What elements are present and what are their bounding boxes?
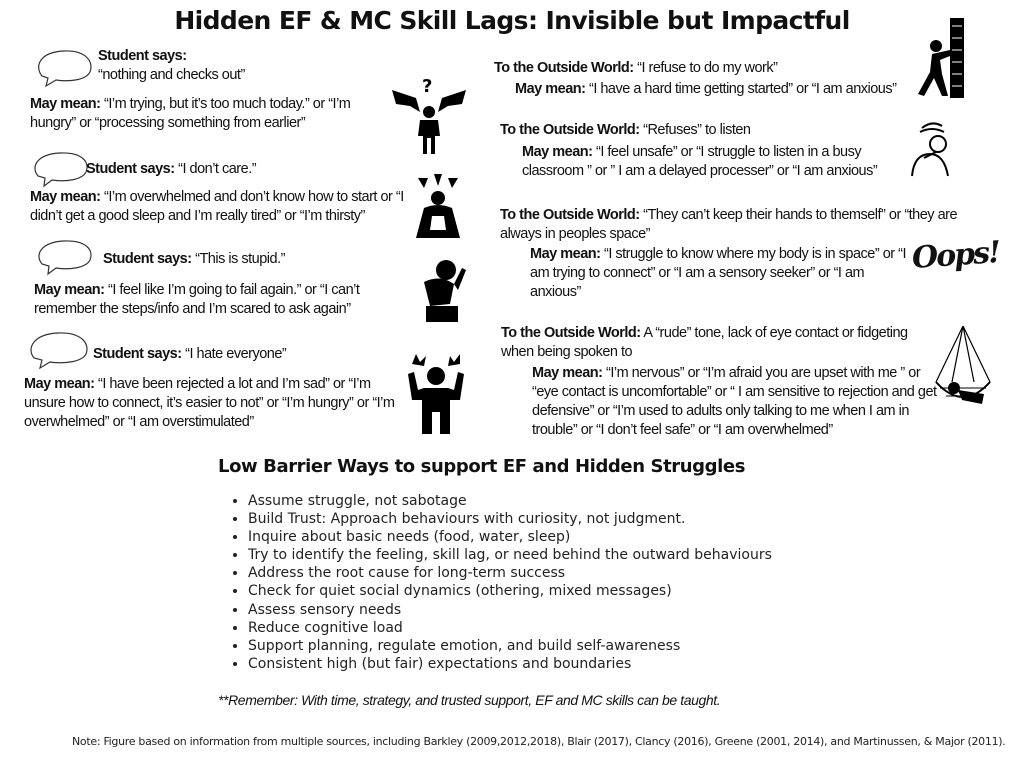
remember-note: **Remember: With time, strategy, and trusted support, EF and MC skills can be taught. <box>218 692 721 708</box>
list-item: • Build Trust: Approach behaviours with curiosity, not judgment. <box>248 510 772 528</box>
outside-label: To the Outside World: <box>500 207 640 223</box>
student-says-label: Student says: <box>86 161 175 177</box>
outside-label: To the Outside World: <box>500 122 640 138</box>
may-mean-text: “I feel like I’m going to fail again.” or “I can’t remember the steps/info and I’m scared to ask again” <box>34 282 360 317</box>
may-mean-label: May mean: <box>34 282 105 298</box>
may-mean-label: May mean: <box>30 189 101 205</box>
outside-text: A “rude” tone, lack of eye contact or fidgeting when being spoken to <box>501 325 908 360</box>
oops-icon: Oops! <box>910 235 1001 276</box>
may-mean-label: May mean: <box>532 365 603 381</box>
student-says-text: “This is stupid.” <box>195 251 285 267</box>
outside-text: “I refuse to do my work” <box>637 60 778 76</box>
outside-world-4 <box>501 324 931 362</box>
may-mean-r2 <box>522 143 898 181</box>
support-list <box>230 492 772 673</box>
may-mean-2 <box>30 188 420 226</box>
student-says-4 <box>93 345 353 364</box>
student-says-label: Student says: <box>98 48 187 64</box>
support-heading: Low Barrier Ways to support EF and Hidden Struggles <box>218 456 746 477</box>
page-title: Hidden EF & MC Skill Lags: Invisible but Impactful <box>174 6 850 35</box>
student-says-3 <box>103 250 363 269</box>
may-mean-label: May mean: <box>530 246 601 262</box>
head-in-hands-person-icon <box>410 256 470 326</box>
angry-person-icon <box>402 350 470 436</box>
person-in-hammock-icon <box>932 324 994 414</box>
speech-bubble-icon <box>26 328 92 370</box>
student-says-text: “nothing and checks out” <box>98 67 245 83</box>
may-mean-1 <box>30 95 390 133</box>
dizzy-person-icon <box>904 118 956 182</box>
may-mean-label: May mean: <box>522 144 593 160</box>
may-mean-r1 <box>515 80 925 99</box>
may-mean-text: “I have a hard time getting started” or “I am anxious” <box>588 81 897 97</box>
crossroads-confused-person-icon <box>388 76 470 158</box>
student-says-label: Student says: <box>103 251 192 267</box>
list-item: • Inquire about basic needs (food, water, sleep) <box>248 528 772 546</box>
student-says-text: “I hate everyone” <box>185 346 287 362</box>
student-says-1 <box>98 47 338 85</box>
outside-label: To the Outside World: <box>501 325 641 341</box>
may-mean-label: May mean: <box>515 81 586 97</box>
may-mean-text: “I’m trying, but it’s too much today.” or “I’m hungry” or “processing something from earlier” <box>30 96 351 131</box>
outside-world-3 <box>500 206 970 244</box>
may-mean-4 <box>24 375 400 432</box>
may-mean-label: May mean: <box>30 96 101 112</box>
list-item: • Reduce cognitive load <box>248 619 772 637</box>
may-mean-text: “I struggle to know where my body is in space” or “I am trying to connect” or “I am a sensory seeker” or “I am anxious” <box>530 246 906 300</box>
list-item: • Check for quiet social dynamics (othering, mixed messages) <box>248 582 772 600</box>
question-mark: ? <box>422 76 433 97</box>
list-item: • Consistent high (but fair) expectations and boundaries <box>248 655 772 673</box>
outside-world-1 <box>494 59 914 78</box>
list-item: • Support planning, regulate emotion, and build self-awareness <box>248 637 772 655</box>
list-item: • Address the root cause for long-term success <box>248 564 772 582</box>
may-mean-3 <box>34 281 404 319</box>
list-item: • Assess sensory needs <box>248 601 772 619</box>
outside-world-2 <box>500 121 900 140</box>
may-mean-text: “I have been rejected a lot and I’m sad” or “I’m unsure how to connect, it’s easier to not” or “I’m hungry” or “I’m overwhelmed” or “I am overstimulated” <box>24 376 395 430</box>
may-mean-text: “I feel unsafe” or “I struggle to listen in a busy classroom ” or ” I am a delayed processer” or “I am anxious” <box>522 144 878 179</box>
speech-bubble-icon <box>34 236 96 276</box>
may-mean-r4 <box>532 364 940 440</box>
outside-text: “They can’t keep their hands to themself” or “they are always in peoples space” <box>500 207 958 242</box>
may-mean-text: “I’m nervous” or “I’m afraid you are upset with me ” or “eye contact is uncomfortable” or “ I am sensitive to rejection and get defensive” or “I’m used to adults only talking to me when I am in trouble” or “I don’t feel safe” or “I am overwhelmed” <box>532 365 937 438</box>
list-item: • Assume struggle, not sabotage <box>248 492 772 510</box>
student-says-label: Student says: <box>93 346 182 362</box>
outside-label: To the Outside World: <box>494 60 634 76</box>
may-mean-r3 <box>530 245 910 302</box>
may-mean-label: May mean: <box>24 376 95 392</box>
list-item: • Try to identify the feeling, skill lag, or need behind the outward behaviours <box>248 546 772 564</box>
may-mean-text: “I’m overwhelmed and don’t know how to start or “I didn’t get a good sleep and I’m really tired” or “I’m thirsty” <box>30 189 404 224</box>
student-says-text: “I don’t care.” <box>178 161 257 177</box>
stressed-person-icon <box>414 172 462 242</box>
source-note: Note: Figure based on information from multiple sources, including Barkley (2009,2012,2018), Blair (2017), Clancy (2016), Greene (2001, 2014), and Martinussen, & Major (2011). <box>72 735 1006 748</box>
student-says-2 <box>86 160 346 179</box>
speech-bubble-icon <box>34 46 96 88</box>
person-pushing-wall-icon <box>916 16 968 100</box>
outside-text: “Refuses” to listen <box>643 122 751 138</box>
speech-bubble-icon <box>30 148 92 188</box>
